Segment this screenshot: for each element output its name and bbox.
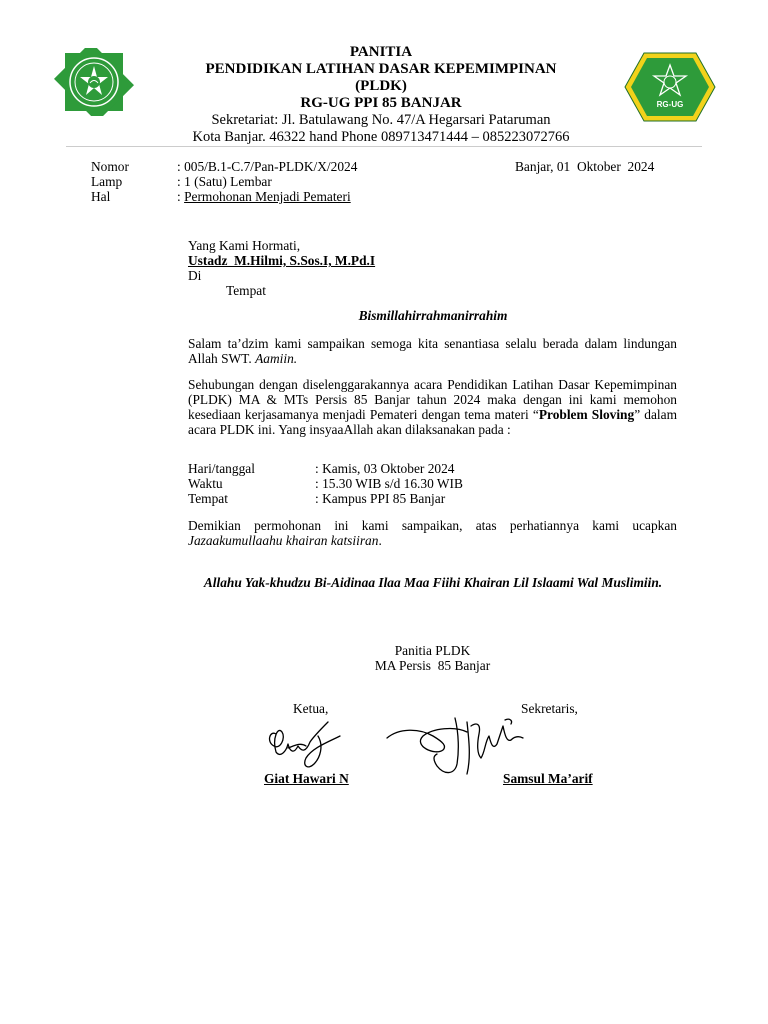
lamp-label: Lamp bbox=[91, 174, 123, 189]
rg-ug-emblem-icon bbox=[624, 52, 716, 122]
logo-right bbox=[624, 52, 716, 122]
bismillah: Bismillahirrahmanirrahim bbox=[358, 308, 508, 323]
closing-period: . bbox=[378, 533, 382, 548]
paragraph-salam-aamiin: Aamiin. bbox=[255, 351, 298, 366]
signature-org bbox=[300, 643, 565, 673]
star-emblem-icon bbox=[48, 48, 140, 116]
schedule-value: : 15.30 WIB s/d 16.30 WIB bbox=[315, 476, 463, 491]
recipient-place: Tempat bbox=[226, 283, 266, 298]
paragraph-request-before: Sehubungan dengan diselenggarakannya acara Pendidikan Latihan Dasar Kepemimpinan (PLDK) MA & MTs Persis 85 Banjar tahun 2024 maka dengan ini kami memohon kesediaan kerjasamanya menjadi Pemateri dengan tema materi “ bbox=[188, 377, 677, 422]
lamp-value: : 1 (Satu) Lembar bbox=[177, 174, 272, 189]
letterhead bbox=[140, 44, 622, 146]
signature-org-line2: MA Persis 85 Banjar bbox=[374, 658, 491, 673]
schedule-row bbox=[188, 476, 588, 491]
paragraph-salam bbox=[188, 336, 677, 366]
schedule-label: Hari/tanggal bbox=[188, 461, 255, 476]
schedule-label: Waktu bbox=[188, 476, 223, 491]
paragraph-request-after: ” dalam acara PLDK ini. Yang insyaaAllah akan dilaksanakan pada : bbox=[188, 407, 677, 437]
hal-line bbox=[177, 189, 351, 204]
closing-text: Demikian permohonan ini kami sampaikan, atas perhatiannya kami ucapkan bbox=[188, 518, 677, 533]
logo-right-text: RG-UG bbox=[656, 100, 684, 109]
recipient-name: Ustadz M.Hilmi, S.Sos.I, M.Pd.I bbox=[188, 253, 376, 268]
hal-colon: : bbox=[177, 189, 185, 204]
schedule-row bbox=[188, 491, 588, 506]
logo-left bbox=[48, 48, 140, 116]
recipient-di: Di bbox=[188, 268, 202, 283]
schedule-label: Tempat bbox=[188, 491, 228, 506]
header-line-event: PENDIDIKAN LATIHAN DASAR KEPEMIMPINAN bbox=[205, 61, 557, 77]
header-line-panitia: PANITIA bbox=[349, 44, 413, 60]
recipient-greeting: Yang Kami Hormati, bbox=[188, 238, 301, 253]
paragraph-request bbox=[188, 377, 677, 437]
recipient-block bbox=[188, 238, 588, 298]
paragraph-closing bbox=[188, 518, 677, 548]
paragraph-request-theme: Problem Sloving bbox=[538, 407, 635, 422]
hal-label: Hal bbox=[91, 189, 111, 204]
header-line-org: RG-UG PPI 85 BANJAR bbox=[300, 95, 462, 111]
header-divider bbox=[66, 146, 702, 147]
sekretaris-label: Sekretaris, bbox=[521, 701, 578, 716]
letter-date: Banjar, 01 Oktober 2024 bbox=[515, 159, 655, 174]
nomor-label: Nomor bbox=[91, 159, 129, 174]
closing-jazaakumullah: Jazaakumullaahu khairan katsiiran bbox=[188, 533, 379, 548]
header-address-1: Sekretariat: Jl. Batulawang No. 47/A Hegarsari Pataruman bbox=[211, 112, 551, 128]
ketua-name: Giat Hawari N bbox=[264, 771, 349, 786]
header-line-abbrev: (PLDK) bbox=[355, 78, 407, 94]
schedule-value: : Kamis, 03 Oktober 2024 bbox=[315, 461, 455, 476]
schedule-table bbox=[188, 461, 588, 506]
schedule-row bbox=[188, 461, 588, 476]
sekretaris-name: Samsul Ma’arif bbox=[503, 771, 593, 786]
paragraph-salam-text: Salam ta’dzim kami sampaikan semoga kita senantiasa selalu berada dalam lindungan Allah SWT. bbox=[188, 336, 677, 366]
header-address-2: Kota Banjar. 46322 hand Phone 089713471444 – 085223072766 bbox=[192, 129, 570, 145]
ketua-label: Ketua, bbox=[293, 701, 329, 716]
closing-doa: Allahu Yak-khudzu Bi-Aidinaa Ilaa Maa Fiihi Khairan Lil Islaami Wal Muslimiin. bbox=[203, 575, 663, 590]
signature-org-line1: Panitia PLDK bbox=[394, 643, 471, 658]
nomor-value: : 005/B.1-C.7/Pan-PLDK/X/2024 bbox=[177, 159, 358, 174]
hal-value: Permohonan Menjadi Pemateri bbox=[184, 189, 351, 204]
schedule-value: : Kampus PPI 85 Banjar bbox=[315, 491, 446, 506]
